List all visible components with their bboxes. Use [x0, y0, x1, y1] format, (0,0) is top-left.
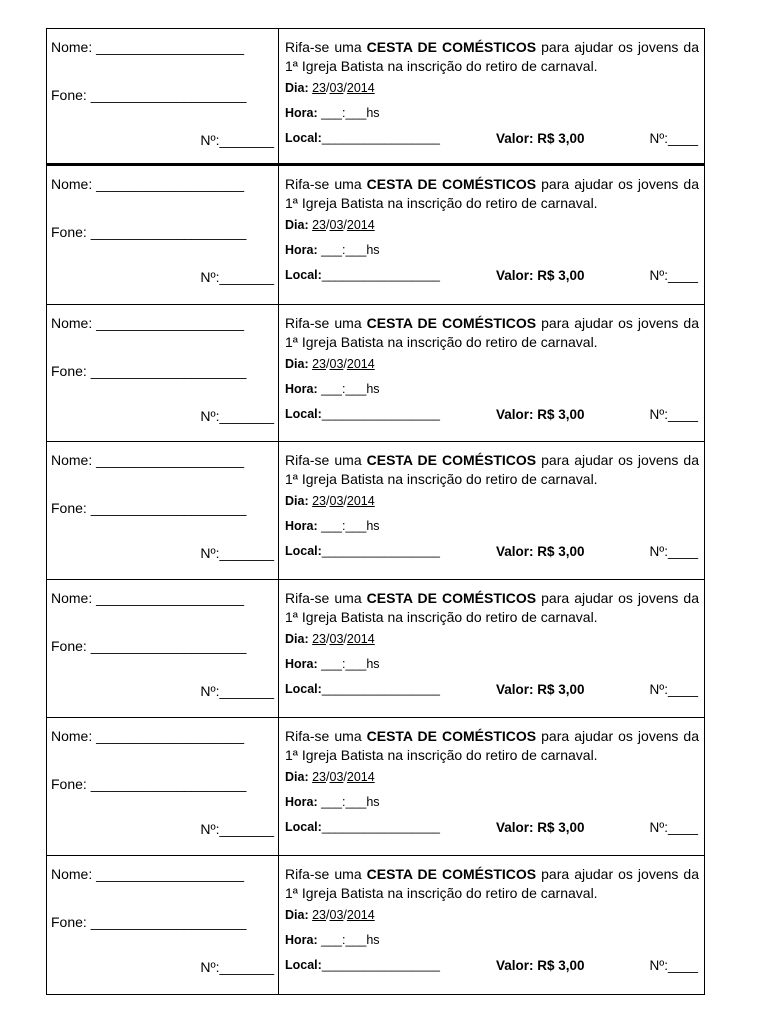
ticket-date: Dia: 23/03/2014 [285, 357, 375, 371]
ticket-stub [47, 856, 279, 995]
stub-nome-label: Nome: [51, 315, 93, 331]
time-hour-blank: ___ [321, 933, 342, 947]
time-minute-blank: ___ [345, 243, 367, 257]
stub-nome-field [51, 452, 244, 468]
location-blank: _________________ [321, 682, 440, 696]
ticket-number [650, 682, 698, 697]
stub-fone-label: Fone: [51, 500, 87, 516]
stub-fone-blank: ____________________ [90, 87, 247, 103]
stub-fone-label: Fone: [51, 638, 87, 654]
ticket-stub [47, 718, 279, 855]
stub-number-blank: _______ [219, 545, 274, 561]
ticket-date: Dia: 23/03/2014 [285, 218, 375, 232]
stub-number-blank: _______ [219, 821, 274, 837]
stub-number-field [200, 959, 274, 975]
ticket-number-blank: ____ [667, 544, 698, 559]
time-label: Hora: [285, 933, 318, 947]
ticket-price: Valor: R$ 3,00 [496, 544, 585, 559]
ticket-description [285, 314, 699, 352]
ticket-number-blank: ____ [667, 268, 698, 283]
stub-nome-blank: ___________________ [96, 728, 245, 744]
date-label: Dia: [285, 908, 309, 922]
stub-fone-blank: ____________________ [90, 914, 247, 930]
description-item: CESTA DE COMÉSTICOS [366, 39, 537, 55]
date-month: 03 [329, 494, 344, 508]
stub-number-blank: _______ [219, 408, 274, 424]
stub-fone-blank: ____________________ [90, 224, 247, 240]
stub-nome-field [51, 315, 244, 331]
stub-fone-label: Fone: [51, 363, 87, 379]
ticket-body [279, 856, 704, 995]
time-hour-blank: ___ [321, 106, 342, 120]
ticket-description [285, 727, 699, 765]
ticket-stub [47, 166, 279, 304]
time-label: Hora: [285, 382, 318, 396]
ticket-body [279, 718, 704, 855]
stub-number-blank: _______ [219, 959, 274, 975]
raffle-ticket [47, 856, 704, 995]
description-item: CESTA DE COMÉSTICOS [366, 866, 537, 882]
date-label: Dia: [285, 81, 309, 95]
time-minute-blank: ___ [345, 933, 367, 947]
ticket-description [285, 589, 699, 627]
raffle-sheet [46, 28, 705, 995]
description-intro: Rifa-se uma [285, 315, 367, 331]
description-intro: Rifa-se uma [285, 728, 367, 744]
ticket-location [285, 544, 440, 558]
ticket-price: Valor: R$ 3,00 [496, 820, 585, 835]
ticket-time: Hora: ___:___hs [285, 795, 380, 809]
stub-number-label: Nº: [200, 545, 220, 561]
time-hour-blank: ___ [321, 657, 342, 671]
date-year: 2014 [346, 218, 375, 232]
ticket-time: Hora: ___:___hs [285, 657, 380, 671]
stub-number-field [200, 132, 274, 148]
date-day: 23 [312, 908, 327, 922]
stub-nome-field [51, 176, 244, 192]
stub-nome-field [51, 728, 244, 744]
date-month: 03 [329, 770, 344, 784]
ticket-location [285, 820, 440, 834]
date-year: 2014 [346, 81, 375, 95]
stub-nome-blank: ___________________ [96, 590, 245, 606]
description-item: CESTA DE COMÉSTICOS [366, 590, 537, 606]
ticket-price: Valor: R$ 3,00 [496, 407, 585, 422]
date-year: 2014 [346, 908, 375, 922]
location-label: Local: [285, 407, 322, 421]
description-rest: para ajudar os jovens da 1ª Igreja Batista na inscrição do retiro de carnaval. [285, 176, 699, 211]
time-unit: hs [366, 243, 380, 257]
ticket-location [285, 958, 440, 972]
ticket-body [279, 305, 704, 441]
ticket-number-label: Nº: [649, 268, 668, 283]
date-year: 2014 [346, 494, 375, 508]
time-unit: hs [366, 657, 380, 671]
stub-nome-blank: ___________________ [96, 39, 245, 55]
ticket-number [650, 268, 698, 283]
location-label: Local: [285, 544, 322, 558]
date-day: 23 [312, 632, 327, 646]
stub-fone-field [51, 363, 246, 379]
ticket-number-label: Nº: [649, 958, 668, 973]
ticket-description [285, 865, 699, 903]
date-month: 03 [329, 81, 344, 95]
stub-fone-label: Fone: [51, 914, 87, 930]
stub-number-label: Nº: [200, 269, 220, 285]
stub-number-field [200, 545, 274, 561]
ticket-price: Valor: R$ 3,00 [496, 682, 585, 697]
ticket-number-label: Nº: [649, 407, 668, 422]
ticket-time: Hora: ___:___hs [285, 106, 380, 120]
description-item: CESTA DE COMÉSTICOS [366, 176, 537, 192]
raffle-ticket [47, 442, 704, 580]
time-label: Hora: [285, 657, 318, 671]
ticket-price: Valor: R$ 3,00 [496, 958, 585, 973]
location-label: Local: [285, 268, 322, 282]
time-unit: hs [366, 795, 380, 809]
raffle-ticket [47, 166, 704, 305]
stub-fone-label: Fone: [51, 224, 87, 240]
stub-fone-field [51, 224, 246, 240]
stub-number-field [200, 683, 274, 699]
stub-fone-label: Fone: [51, 87, 87, 103]
stub-number-field [200, 269, 274, 285]
description-intro: Rifa-se uma [285, 176, 367, 192]
stub-nome-field [51, 866, 244, 882]
ticket-time: Hora: ___:___hs [285, 519, 380, 533]
stub-number-blank: _______ [219, 132, 274, 148]
stub-nome-label: Nome: [51, 452, 93, 468]
stub-nome-label: Nome: [51, 866, 93, 882]
stub-nome-blank: ___________________ [96, 315, 245, 331]
location-label: Local: [285, 682, 322, 696]
stub-fone-blank: ____________________ [90, 638, 247, 654]
ticket-price: Valor: R$ 3,00 [496, 268, 585, 283]
time-minute-blank: ___ [345, 795, 367, 809]
stub-fone-blank: ____________________ [90, 500, 247, 516]
ticket-stub [47, 442, 279, 579]
stub-fone-field [51, 87, 246, 103]
time-hour-blank: ___ [321, 519, 342, 533]
stub-nome-label: Nome: [51, 590, 93, 606]
location-blank: _________________ [321, 544, 440, 558]
ticket-number-blank: ____ [667, 682, 698, 697]
ticket-date: Dia: 23/03/2014 [285, 494, 375, 508]
ticket-body [279, 580, 704, 717]
stub-fone-field [51, 500, 246, 516]
stub-fone-blank: ____________________ [90, 776, 247, 792]
date-label: Dia: [285, 632, 309, 646]
ticket-description [285, 38, 699, 76]
date-year: 2014 [346, 357, 375, 371]
ticket-date: Dia: 23/03/2014 [285, 908, 375, 922]
ticket-number-blank: ____ [667, 820, 698, 835]
stub-nome-field [51, 39, 244, 55]
ticket-description [285, 175, 699, 213]
ticket-number [650, 958, 698, 973]
date-day: 23 [312, 218, 327, 232]
ticket-time: Hora: ___:___hs [285, 382, 380, 396]
stub-number-blank: _______ [219, 269, 274, 285]
description-item: CESTA DE COMÉSTICOS [366, 452, 537, 468]
stub-number-label: Nº: [200, 132, 220, 148]
ticket-number [650, 131, 698, 146]
date-label: Dia: [285, 218, 309, 232]
ticket-stub [47, 580, 279, 717]
ticket-number-blank: ____ [667, 958, 698, 973]
description-intro: Rifa-se uma [285, 39, 367, 55]
description-intro: Rifa-se uma [285, 452, 367, 468]
location-blank: _________________ [321, 407, 440, 421]
location-blank: _________________ [321, 820, 440, 834]
stub-nome-label: Nome: [51, 728, 93, 744]
stub-fone-label: Fone: [51, 776, 87, 792]
description-rest: para ajudar os jovens da 1ª Igreja Batista na inscrição do retiro de carnaval. [285, 452, 699, 487]
ticket-number-blank: ____ [667, 407, 698, 422]
ticket-stub [47, 305, 279, 441]
date-month: 03 [329, 357, 344, 371]
ticket-location [285, 268, 440, 282]
time-unit: hs [366, 382, 380, 396]
ticket-date: Dia: 23/03/2014 [285, 81, 375, 95]
date-label: Dia: [285, 770, 309, 784]
description-rest: para ajudar os jovens da 1ª Igreja Batista na inscrição do retiro de carnaval. [285, 590, 699, 625]
stub-number-label: Nº: [200, 821, 220, 837]
stub-fone-field [51, 914, 246, 930]
stub-number-field [200, 408, 274, 424]
ticket-date: Dia: 23/03/2014 [285, 632, 375, 646]
stub-nome-blank: ___________________ [96, 866, 245, 882]
date-day: 23 [312, 494, 327, 508]
time-minute-blank: ___ [345, 657, 367, 671]
stub-nome-blank: ___________________ [96, 176, 245, 192]
location-blank: _________________ [321, 131, 440, 145]
stub-number-label: Nº: [200, 683, 220, 699]
ticket-body [279, 442, 704, 579]
location-blank: _________________ [321, 958, 440, 972]
time-unit: hs [366, 933, 380, 947]
description-rest: para ajudar os jovens da 1ª Igreja Batista na inscrição do retiro de carnaval. [285, 728, 699, 763]
ticket-number [650, 544, 698, 559]
time-minute-blank: ___ [345, 519, 367, 533]
raffle-ticket [47, 305, 704, 442]
ticket-number-label: Nº: [649, 544, 668, 559]
time-label: Hora: [285, 795, 318, 809]
stub-number-label: Nº: [200, 408, 220, 424]
raffle-ticket [47, 29, 704, 166]
time-unit: hs [366, 519, 380, 533]
stub-fone-field [51, 638, 246, 654]
ticket-stub [47, 29, 279, 163]
stub-nome-blank: ___________________ [96, 452, 245, 468]
description-item: CESTA DE COMÉSTICOS [366, 315, 537, 331]
ticket-date: Dia: 23/03/2014 [285, 770, 375, 784]
location-label: Local: [285, 958, 322, 972]
date-month: 03 [329, 908, 344, 922]
stub-nome-label: Nome: [51, 39, 93, 55]
time-hour-blank: ___ [321, 795, 342, 809]
location-label: Local: [285, 131, 322, 145]
ticket-body [279, 166, 704, 304]
raffle-ticket [47, 718, 704, 856]
description-rest: para ajudar os jovens da 1ª Igreja Batista na inscrição do retiro de carnaval. [285, 866, 699, 901]
date-day: 23 [312, 357, 327, 371]
ticket-location [285, 407, 440, 421]
ticket-time: Hora: ___:___hs [285, 243, 380, 257]
time-unit: hs [366, 106, 380, 120]
ticket-time: Hora: ___:___hs [285, 933, 380, 947]
time-label: Hora: [285, 106, 318, 120]
ticket-number [650, 820, 698, 835]
stub-nome-field [51, 590, 244, 606]
date-month: 03 [329, 218, 344, 232]
location-blank: _________________ [321, 268, 440, 282]
ticket-location [285, 682, 440, 696]
stub-fone-blank: ____________________ [90, 363, 247, 379]
stub-number-label: Nº: [200, 959, 220, 975]
ticket-number [650, 407, 698, 422]
ticket-body [279, 29, 704, 163]
ticket-number-blank: ____ [667, 131, 698, 146]
date-day: 23 [312, 81, 327, 95]
location-label: Local: [285, 820, 322, 834]
time-minute-blank: ___ [345, 382, 367, 396]
time-minute-blank: ___ [345, 106, 367, 120]
time-hour-blank: ___ [321, 243, 342, 257]
time-label: Hora: [285, 243, 318, 257]
description-intro: Rifa-se uma [285, 866, 367, 882]
ticket-number-label: Nº: [649, 682, 668, 697]
ticket-price: Valor: R$ 3,00 [496, 131, 585, 146]
time-hour-blank: ___ [321, 382, 342, 396]
ticket-location [285, 131, 440, 145]
description-rest: para ajudar os jovens da 1ª Igreja Batista na inscrição do retiro de carnaval. [285, 315, 699, 350]
description-rest: para ajudar os jovens da 1ª Igreja Batista na inscrição do retiro de carnaval. [285, 39, 699, 74]
date-day: 23 [312, 770, 327, 784]
stub-number-blank: _______ [219, 683, 274, 699]
description-item: CESTA DE COMÉSTICOS [366, 728, 537, 744]
stub-fone-field [51, 776, 246, 792]
date-month: 03 [329, 632, 344, 646]
ticket-description [285, 451, 699, 489]
description-intro: Rifa-se uma [285, 590, 367, 606]
ticket-number-label: Nº: [649, 820, 668, 835]
ticket-number-label: Nº: [649, 131, 668, 146]
stub-number-field [200, 821, 274, 837]
date-label: Dia: [285, 494, 309, 508]
time-label: Hora: [285, 519, 318, 533]
raffle-ticket [47, 580, 704, 718]
stub-nome-label: Nome: [51, 176, 93, 192]
date-year: 2014 [346, 770, 375, 784]
date-year: 2014 [346, 632, 375, 646]
date-label: Dia: [285, 357, 309, 371]
